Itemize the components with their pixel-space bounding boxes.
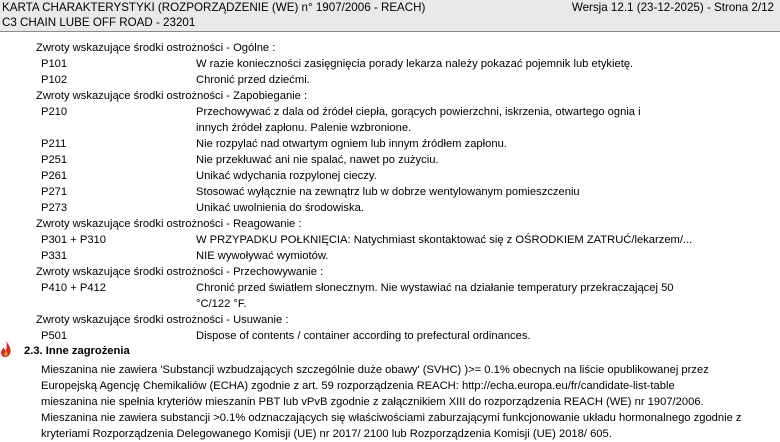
code-p261: P261 [41,170,68,182]
paragraph-svhc-line2: Europejską Agencję Chemikaliów (ECHA) zgodnie z art. 59 rozporządzenia REACH: http://echa.europa.eu/fr/candidate-list-table [41,380,675,392]
text-p301-p310: W PRZYPADKU POŁKNIĘCIA: Natychmiast skontaktować się z OŚRODKIEM ZATRUĆ/lekarzem/... [196,234,693,246]
text-p102: Chronić przed dziećmi. [196,74,310,86]
code-p210: P210 [41,106,68,118]
paragraph-endocrine-line2: kryteriami Rozporządzenia Delegowanego Komisji (UE) nr 2017/ 2100 lub Rozporządzenia Komisji (UE) 2018/ 605. [41,428,612,440]
text-p210-line1: Przechowywać z dala od źródeł ciepła, gorących powierzchni, iskrzenia, otwartego ognia i [196,106,641,118]
code-p273: P273 [41,202,68,214]
code-p331: P331 [41,250,68,262]
code-p102: P102 [41,74,68,86]
paragraph-svhc-line1: Mieszanina nie zawiera 'Substancji wzbudzających szczególnie duże obawy' (SVHC) )>= 0.1% obecnych na liście opublikowanej przez [41,364,709,376]
section-title: 2.3. Inne zagrożenia [24,345,130,357]
code-p271: P271 [41,186,68,198]
flame-icon [0,340,12,358]
group-storage: Zwroty wskazujące środki ostrożności - Przechowywanie : [36,266,324,278]
version-page-info: Wersja 12.1 (23-12-2025) - Strona 2/12 [571,1,774,14]
document-title: KARTA CHARAKTERYSTYKI (ROZPORZĄDZENIE (WE) n° 1907/2006 - REACH) [2,1,426,14]
code-p251: P251 [41,154,68,166]
text-p211: Nie rozpylać nad otwartym ogniem lub innym źródłem zapłonu. [196,138,507,150]
code-p211: P211 [41,138,67,150]
group-disposal: Zwroty wskazujące środki ostrożności - Usuwanie : [36,314,289,326]
group-general: Zwroty wskazujące środki ostrożności - Ogólne : [36,42,276,54]
group-prevention: Zwroty wskazujące środki ostrożności - Zapobieganie : [36,90,308,102]
text-p410-line1: Chronić przed światłem słonecznym. Nie wystawiać na działanie temperatury przekraczającej 50 [196,282,674,294]
text-p251: Nie przekłuwać ani nie spalać, nawet po zużyciu. [196,154,439,166]
text-p501: Dispose of contents / container according to prefectural ordinances. [196,330,531,342]
paragraph-endocrine-line1: Mieszanina nie zawiera substancji >0.1% odznaczających się właściwościami zaburzającymi funkcjonowanie układu hormonalnego zgodnie z [41,412,742,424]
group-response: Zwroty wskazujące środki ostrożności - Reagowanie : [36,218,302,230]
text-p271: Stosować wyłącznie na zewnątrz lub w dobrze wentylowanym pomieszczeniu [196,186,580,198]
code-p410-p412: P410 + P412 [41,282,107,294]
text-p273: Unikać uwolnienia do środowiska. [196,202,364,214]
document-header [0,0,780,32]
code-p501: P501 [41,330,68,342]
code-p301-p310: P301 + P310 [41,234,107,246]
text-p410-line2: °C/122 °F. [196,298,247,310]
text-p261: Unikać wdychania rozpylonej cieczy. [196,170,377,182]
code-p101: P101 [41,58,68,70]
product-name: C3 CHAIN LUBE OFF ROAD - 23201 [2,16,196,29]
paragraph-pbt: mieszanina nie spełnia kryteriów mieszanin PBT lub vPvB zgodnie z załącznikiem XIII do rozporządzenia REACH (WE) nr 1907/2006. [41,396,704,408]
text-p101: W razie konieczności zasięgnięcia porady lekarza należy pokazać pojemnik lub etykietę. [196,58,634,70]
text-p331: NIE wywoływać wymiotów. [196,250,329,262]
text-p210-line2: innych źródeł zapłonu. Palenie wzbronione. [196,122,412,134]
